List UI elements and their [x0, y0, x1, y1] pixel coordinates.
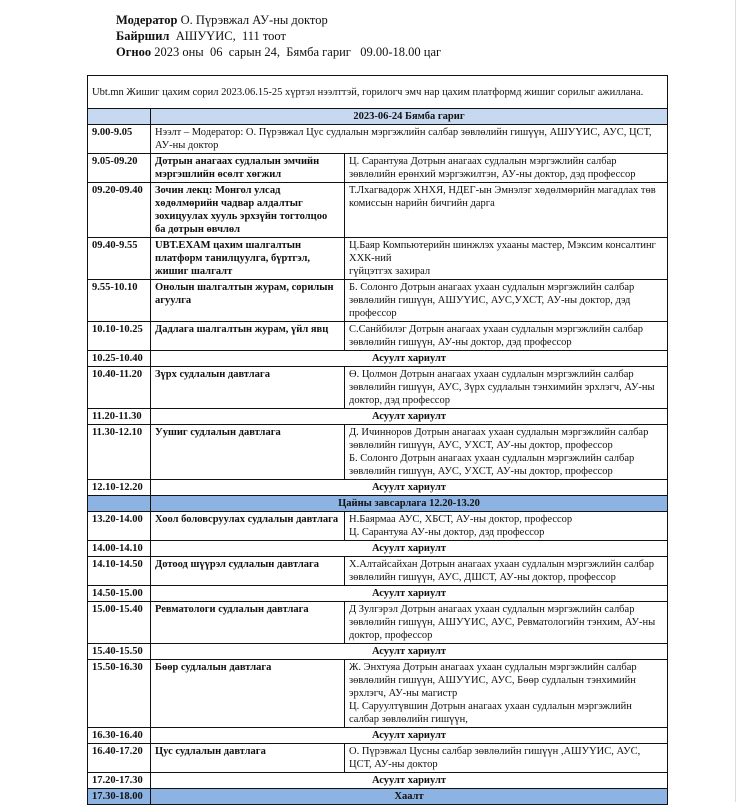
time-cell: 16.30-16.40	[88, 728, 151, 744]
qa-label: Асуулт хариулт	[151, 351, 668, 367]
session-row	[88, 660, 668, 728]
topic-cell: Зүрх судлалын давтлага	[151, 367, 345, 409]
qa-row	[88, 644, 668, 660]
qa-row	[88, 773, 668, 789]
date-line	[116, 44, 441, 60]
session-row	[88, 183, 668, 238]
speaker-info: Б. Солонго Дотрын анагаах ухаан судлалын мэргэжлийн салбар зөвлөлийн гишүүн, АШУҮИС, АУС,УХСТ, АУ-ны доктор, дэд профессор	[349, 282, 635, 319]
speaker-info: Н.Баярмаа АУС, ХБСТ, АУ-ны доктор, профессор	[349, 514, 573, 525]
date-header-empty	[88, 109, 151, 125]
speaker-info: Ө. Цолмон Дотрын анагаах ухаан судлалын мэргэжлийн салбар зөвлөлийн гишүүн, АУС, Зүрх судлалын тэнхимийн эрхлэгч, АУ-ны доктор, дэд профессор	[349, 369, 655, 406]
speakers-cell	[345, 660, 668, 728]
speakers-cell	[345, 367, 668, 409]
speaker-info: Т.Лхагвадорж ХНХЯ, НДЕГ-ын Эмнэлэг хөдөлмөрийн магадлах төв комиссын нарийн бичгийн дарга	[349, 185, 656, 209]
session-row	[88, 280, 668, 322]
speaker-info: Ж. Энхтуяа Дотрын анагаах ухаан судлалын мэргэжлийн салбар зөвлөлийн гишүүн, АШУҮИС, АУС, Бөөр судлалын тэнхимийн эрхлэгч, АУ-ны магистр	[349, 662, 637, 699]
document-header	[116, 12, 441, 60]
session-row	[88, 744, 668, 773]
opening-text: Нээлт – Модератор: О. Пүрэвжал Цус судлалын мэргэжлийн салбар зөвлөлийн гишүүн, АШУҮИС, АУС, ЦСТ, АУ-ны доктор	[151, 125, 668, 154]
speaker-info: С.Санйбилэг Дотрын анагаах ухаан судлалын мэргэжлийн салбар зөвлөлийн гишүүн, АУ-ны доктор, дэд профессор	[349, 324, 644, 348]
schedule-table	[87, 75, 668, 805]
time-cell: 09.20-09.40	[88, 183, 151, 238]
qa-row	[88, 480, 668, 496]
time-cell: 09.40-9.55	[88, 238, 151, 280]
session-row	[88, 367, 668, 409]
topic-cell: Дотоод шүүрэл судлалын давтлага	[151, 557, 345, 586]
speakers-cell	[345, 425, 668, 480]
qa-label: Асуулт хариулт	[151, 480, 668, 496]
speaker-info: Б. Солонго Дотрын анагаах ухаан судлалын мэргэжлийн салбар зөвлөлийн гишүүн, АУС, УХСТ, АУ-ны доктор, профессор	[349, 453, 635, 477]
topic-cell: Онолын шалгалтын журам, сорилын агуулга	[151, 280, 345, 322]
time-cell	[88, 496, 151, 512]
date-label: Огноо	[116, 45, 152, 59]
topic-cell: Ревматологи судлалын давтлага	[151, 602, 345, 644]
time-cell: 11.30-12.10	[88, 425, 151, 480]
speaker-info: Д. Ичинноров Дотрын анагаах ухаан судлалын мэргэжлийн салбар зөвлөлийн гишүүн, АУС, УХСТ, АУ-ны доктор, профессор	[349, 427, 649, 451]
speaker-info: О. Пүрэвжал Цусны салбар зөвлөлийн гишүүн ,АШУҮИС, АУС, ЦСТ, АУ-ны доктор	[349, 746, 641, 770]
location-label: Байршил	[116, 29, 170, 43]
break-label: Цайны завсарлага 12.20-13.20	[151, 496, 668, 512]
speakers-cell	[345, 744, 668, 773]
topic-cell: Цус судлалын давтлага	[151, 744, 345, 773]
speaker-info: Ц. Саруултүвшин Дотрын анагаах ухаан судлалын мэргэжлийн салбар зөвлөлийн гишүүн,	[349, 701, 632, 725]
break-row	[88, 496, 668, 512]
moderator-label: Модератор	[116, 13, 178, 27]
notice-text: Ubt.mn Жишиг цахим сорил 2023.06.15-25 хүртэл нээлттэй, горилогч эмч нар цахим платформд жишиг сорилыг ажиллана.	[88, 76, 668, 109]
speakers-cell	[345, 183, 668, 238]
speaker-info: гүйцэтгэх захирал	[349, 266, 431, 277]
session-row	[88, 602, 668, 644]
time-cell: 10.40-11.20	[88, 367, 151, 409]
topic-cell: Дотрын анагаах судлалын эмчийн мэргэшлийн өсөлт хөгжил	[151, 154, 345, 183]
topic-cell: UBT.EXAM цахим шалгалтын платформ танилцуулга, бүртгэл, жишиг шалгалт	[151, 238, 345, 280]
time-cell: 9.05-09.20	[88, 154, 151, 183]
moderator-value: О. Пүрэвжал АУ-ны доктор	[177, 13, 328, 27]
session-row	[88, 557, 668, 586]
time-cell: 10.25-10.40	[88, 351, 151, 367]
topic-cell: Зочин лекц: Монгол улсад хөдөлмөрийн чадвар алдалтыг зохицуулах хууль эрхзүйн тогтолцоо ба дотрын өвчлөл	[151, 183, 345, 238]
speakers-cell	[345, 322, 668, 351]
time-cell: 10.10-10.25	[88, 322, 151, 351]
qa-label: Асуулт хариулт	[151, 644, 668, 660]
time-cell: 16.40-17.20	[88, 744, 151, 773]
qa-label: Асуулт хариулт	[151, 409, 668, 425]
topic-cell: Дадлага шалгалтын журам, үйл явц	[151, 322, 345, 351]
speaker-info: Ц. Сарантуяа АУ-ны доктор, дэд профессор	[349, 527, 545, 538]
time-cell: 12.10-12.20	[88, 480, 151, 496]
qa-label: Асуулт хариулт	[151, 541, 668, 557]
location-line	[116, 28, 441, 44]
location-value: АШУҮИС, 111 тоот	[169, 29, 286, 43]
time-cell: 14.10-14.50	[88, 557, 151, 586]
speaker-info: Д Зулгэрэл Дотрын анагаах ухаан судлалын мэргэжлийн салбар зөвлөлийн гишүүн, АШУҮИС, АУС, Ревматологийн тэнхим, АУ-ны доктор, профессор	[349, 604, 656, 641]
topic-cell: Уушиг судлалын давтлага	[151, 425, 345, 480]
speakers-cell	[345, 238, 668, 280]
speakers-cell	[345, 512, 668, 541]
time-cell: 15.40-15.50	[88, 644, 151, 660]
date-header-row	[88, 109, 668, 125]
qa-row	[88, 541, 668, 557]
qa-row	[88, 351, 668, 367]
date-header-text: 2023-06-24 Бямба гариг	[151, 109, 668, 125]
closing-row	[88, 789, 668, 805]
time-cell: 9.00-9.05	[88, 125, 151, 154]
time-cell: 9.55-10.10	[88, 280, 151, 322]
time-cell: 15.00-15.40	[88, 602, 151, 644]
qa-label: Асуулт хариулт	[151, 773, 668, 789]
speaker-info: Ц. Сарантуяа Дотрын анагаах судлалын мэргэжлийн салбар зөвлөлийн ерөнхий мэргэжилтэн, АУ-ны доктор, дэд профессор	[349, 156, 636, 180]
speakers-cell	[345, 280, 668, 322]
topic-cell: Хоол боловсруулах судлалын давтлага	[151, 512, 345, 541]
session-row	[88, 154, 668, 183]
time-cell: 17.30-18.00	[88, 789, 151, 805]
speaker-info: Х.Алтайсайхан Дотрын анагаах ухаан судлалын мэргэжлийн салбар зөвлөлийн гишүүн, АУС, ДШСТ, АУ-ны доктор, профессор	[349, 559, 654, 583]
qa-row	[88, 409, 668, 425]
closing-label: Хаалт	[151, 789, 668, 805]
time-cell: 15.50-16.30	[88, 660, 151, 728]
session-row	[88, 322, 668, 351]
date-value: 2023 оны 06 сарын 24, Бямба гариг 09.00-18.00 цаг	[151, 45, 442, 59]
speakers-cell	[345, 557, 668, 586]
moderator-line	[116, 12, 441, 28]
page-edge	[735, 0, 736, 802]
time-cell: 11.20-11.30	[88, 409, 151, 425]
qa-label: Асуулт хариулт	[151, 728, 668, 744]
session-row	[88, 238, 668, 280]
session-row	[88, 512, 668, 541]
speakers-cell	[345, 154, 668, 183]
opening-row	[88, 125, 668, 154]
time-cell: 17.20-17.30	[88, 773, 151, 789]
topic-cell: Бөөр судлалын давтлага	[151, 660, 345, 728]
session-row	[88, 425, 668, 480]
qa-label: Асуулт хариулт	[151, 586, 668, 602]
speaker-info: Ц.Баяр Компьютерийн шинжлэх ухааны мастер, Мэксим консалтинг ХХК-ний	[349, 240, 656, 264]
speakers-cell	[345, 602, 668, 644]
notice-row	[88, 76, 668, 109]
qa-row	[88, 728, 668, 744]
qa-row	[88, 586, 668, 602]
time-cell: 13.20-14.00	[88, 512, 151, 541]
time-cell: 14.00-14.10	[88, 541, 151, 557]
time-cell: 14.50-15.00	[88, 586, 151, 602]
